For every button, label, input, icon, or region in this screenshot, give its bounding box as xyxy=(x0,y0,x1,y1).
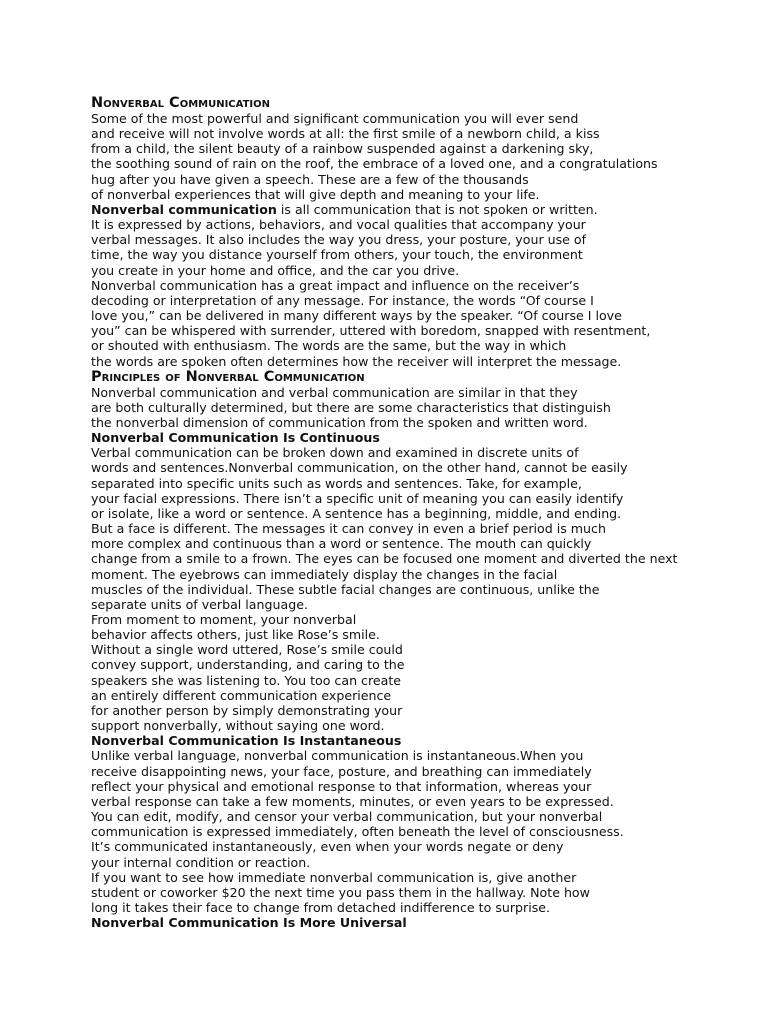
text-line: are both culturally determined, but there are some characteristics that distinguish xyxy=(91,399,611,415)
text-line: You can edit, modify, and censor your verbal communication, but your nonverbal xyxy=(91,809,603,825)
text-line: Nonverbal communication and verbal communication are similar in that they xyxy=(91,384,578,400)
heading-instantaneous: Nonverbal Communication Is Instantaneous xyxy=(91,733,402,749)
text-line: the words are spoken often determines how the receiver will interpret the message. xyxy=(91,353,622,369)
text-line: Without a single word uttered, Rose’s smile could xyxy=(91,642,403,658)
heading-continuous: Nonverbal Communication Is Continuous xyxy=(91,430,380,446)
text-line: from a child, the silent beauty of a rainbow suspended against a darkening sky, xyxy=(91,141,594,157)
text-line: decoding or interpretation of any message. For instance, the words “Of course I xyxy=(91,292,594,308)
text-line: more complex and continuous than a word or sentence. The mouth can quickly xyxy=(91,536,592,552)
text-line: reflect your physical and emotional response to that information, whereas your xyxy=(91,778,592,794)
heading-principles: Principles of Nonverbal Communication xyxy=(91,368,365,385)
text-line: Unlike verbal language, nonverbal communication is instantaneous.When you xyxy=(91,748,584,764)
definition-paragraph xyxy=(91,202,761,369)
instantaneous-paragraph xyxy=(91,748,761,915)
text-line: words and sentences.Nonverbal communication, on the other hand, cannot be easily xyxy=(91,460,628,476)
text-line: communication is expressed immediately, often beneath the level of consciousness. xyxy=(91,824,624,840)
text-line: Nonverbal communication has a great impact and influence on the receiver’s xyxy=(91,277,580,293)
intro-paragraph xyxy=(91,111,761,202)
text-line: muscles of the individual. These subtle facial changes are continuous, unlike the xyxy=(91,581,600,597)
text-line: receive disappointing news, your face, posture, and breathing can immediately xyxy=(91,763,592,779)
definition-rest: is all communication that is not spoken or written. xyxy=(276,201,598,217)
text-line: moment. The eyebrows can immediately display the changes in the facial xyxy=(91,566,558,582)
text-line: long it takes their face to change from detached indifference to surprise. xyxy=(91,899,551,915)
definition-line xyxy=(91,202,761,217)
text-line: verbal messages. It also includes the way you dress, your posture, your use of xyxy=(91,232,587,248)
text-line: separate units of verbal language. xyxy=(91,596,308,612)
definition-term: Nonverbal communication xyxy=(91,201,277,217)
text-line: Some of the most powerful and significant communication you will ever send xyxy=(91,111,579,126)
document-page xyxy=(91,95,761,930)
text-line: for another person by simply demonstrating your xyxy=(91,702,403,718)
text-line: speakers she was listening to. You too can create xyxy=(91,672,402,688)
text-line: the soothing sound of rain on the roof, the embrace of a loved one, and a congratulations xyxy=(91,156,658,172)
text-line: Verbal communication can be broken down and examined in discrete units of xyxy=(91,445,579,461)
text-line: From moment to moment, your nonverbal xyxy=(91,612,357,627)
text-line: It’s communicated instantaneously, even when your words negate or deny xyxy=(91,839,564,855)
heading-universal: Nonverbal Communication Is More Universal xyxy=(91,915,407,931)
heading-nonverbal-communication: Nonverbal Communication xyxy=(91,95,271,111)
text-line: change from a smile to a frown. The eyes can be focused one moment and diverted the next xyxy=(91,551,678,567)
text-line: hug after you have given a speech. These are a few of the thousands xyxy=(91,171,529,187)
text-line: time, the way you distance yourself from others, your touch, the environment xyxy=(91,247,583,263)
text-line: support nonverbally, without saying one word. xyxy=(91,718,385,734)
text-line: It is expressed by actions, behaviors, and vocal qualities that accompany your xyxy=(91,217,586,233)
text-line: convey support, understanding, and caring to the xyxy=(91,657,405,673)
text-line: separated into specific units such as words and sentences. Take, for example, xyxy=(91,475,582,491)
text-line: verbal response can take a few moments, minutes, or even years to be expressed. xyxy=(91,793,614,809)
text-line: the nonverbal dimension of communication from the spoken and written word. xyxy=(91,414,588,430)
text-line: love you,” can be delivered in many different ways by the speaker. “Of course I love xyxy=(91,308,622,324)
continuous-paragraph xyxy=(91,445,761,733)
text-line: of nonverbal experiences that will give depth and meaning to your life. xyxy=(91,186,540,202)
text-line: or isolate, like a word or sentence. A sentence has a beginning, middle, and ending. xyxy=(91,505,622,521)
principles-paragraph xyxy=(91,385,761,430)
text-line: or shouted with enthusiasm. The words are the same, but the way in which xyxy=(91,338,567,354)
text-line: and receive will not involve words at all: the first smile of a newborn child, a kiss xyxy=(91,126,600,142)
text-line: your facial expressions. There isn’t a specific unit of meaning you can easily identify xyxy=(91,490,624,506)
text-line: you create in your home and office, and the car you drive. xyxy=(91,262,460,278)
text-line: If you want to see how immediate nonverbal communication is, give another xyxy=(91,869,577,885)
text-line: But a face is different. The messages it can convey in even a brief period is much xyxy=(91,521,606,537)
text-line: student or coworker $20 the next time you pass them in the hallway. Note how xyxy=(91,884,590,900)
text-line: behavior affects others, just like Rose’s smile. xyxy=(91,627,380,643)
text-line: you” can be whispered with surrender, uttered with boredom, snapped with resentment, xyxy=(91,323,651,339)
text-line: your internal condition or reaction. xyxy=(91,854,311,870)
text-line: an entirely different communication experience xyxy=(91,687,392,703)
